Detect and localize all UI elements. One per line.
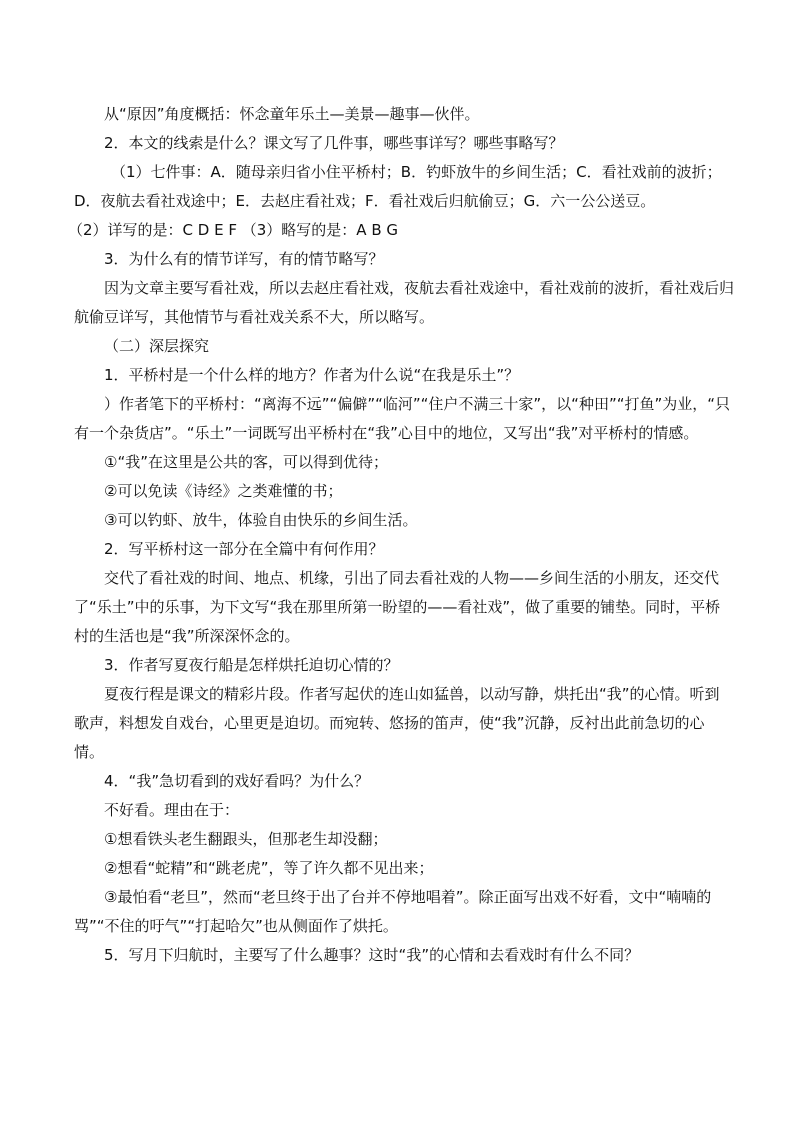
answer-paragraph: （1）七件事：A．随母亲归省小住平桥村；B．钓虾放牛的乡间生活；C．看社戏前的波折；D．夜航去看社戏途中；E．去赵庄看社戏；F．看社戏后归航偷豆；G．六一公公送豆。 <box>74 163 722 210</box>
paragraph: 从“原因”角度概括：怀念童年乐土—美景—趣事—伙伴。 <box>104 105 480 123</box>
list-item: ③最怕看“老旦”，然而“老旦终于出了台并不停地唱着”。除正面写出戏不好看，文中“喃喃的骂”“不住的吁气”“打起哈欠”也从侧面作了烘托。 <box>74 888 712 935</box>
question-heading: 4．“我”急切看到的戏好看吗？为什么？ <box>104 772 370 790</box>
answer-paragraph: 因为文章主要写看社戏，所以去赵庄看社戏，夜航去看社戏途中，看社戏前的波折，看社戏后归航偷豆详写，其他情节与看社戏关系不大，所以略写。 <box>74 279 735 326</box>
question-heading: 1．平桥村是一个什么样的地方？作者为什么说“在我是乐土”？ <box>104 366 520 384</box>
list-item: ②想看“蛇精”和“跳老虎”，等了许久都不见出来； <box>104 859 434 877</box>
answer-paragraph: （2）详写的是：C D E F （3）略写的是：A B G <box>68 221 399 239</box>
question-heading: 5．写月下归航时，主要写了什么趣事？这时“我”的心情和去看戏时有什么不同？ <box>104 946 640 964</box>
list-item: ②可以免读《诗经》之类难懂的书； <box>104 482 343 500</box>
question-heading: 3．作者写夏夜行船是怎样烘托迫切心情的？ <box>104 656 399 674</box>
answer-paragraph: ）作者笔下的平桥村：“离海不远”“偏僻”“临河”“住户不满三十家”，以“种田”“打鱼”为业，“只有一个杂货店”。“乐土”一词既写出平桥村在“我”心目中的地位，又写出“我”对平桥村的情感。 <box>74 395 731 442</box>
question-heading: 2．本文的线索是什么？课文写了几件事，哪些事详写？哪些事略写？ <box>104 134 564 152</box>
list-item: ①“我”在这里是公共的客，可以得到优待； <box>104 453 388 471</box>
answer-paragraph: 不好看。理由在于： <box>104 801 240 819</box>
question-heading: 2．写平桥村这一部分在全篇中有何作用？ <box>104 540 384 558</box>
answer-paragraph: 交代了看社戏的时间、地点、机缘，引出了同去看社戏的人物——乡间生活的小朋友，还交代了“乐土”中的乐事，为下文写“我在那里所第一盼望的——看社戏”，做了重要的铺垫。同时，平桥村的生活也是“我”所深深怀念的。 <box>74 569 721 645</box>
list-item: ①想看铁头老生翻跟头，但那老生却没翻； <box>104 830 388 848</box>
answer-paragraph: 夏夜行程是课文的精彩片段。作者写起伏的连山如猛兽，以动写静，烘托出“我”的心情。听到歌声，料想发自戏台，心里更是迫切。而宛转、悠扬的笛声，使“我”沉静，反衬出此前急切的心情。 <box>74 685 720 761</box>
list-item: ③可以钓虾、放牛，体验自由快乐的乡间生活。 <box>104 511 418 529</box>
question-heading: 3．为什么有的情节详写，有的情节略写？ <box>104 250 384 268</box>
section-heading: （二）深层探究 <box>104 337 210 355</box>
document-body <box>68 100 735 970</box>
